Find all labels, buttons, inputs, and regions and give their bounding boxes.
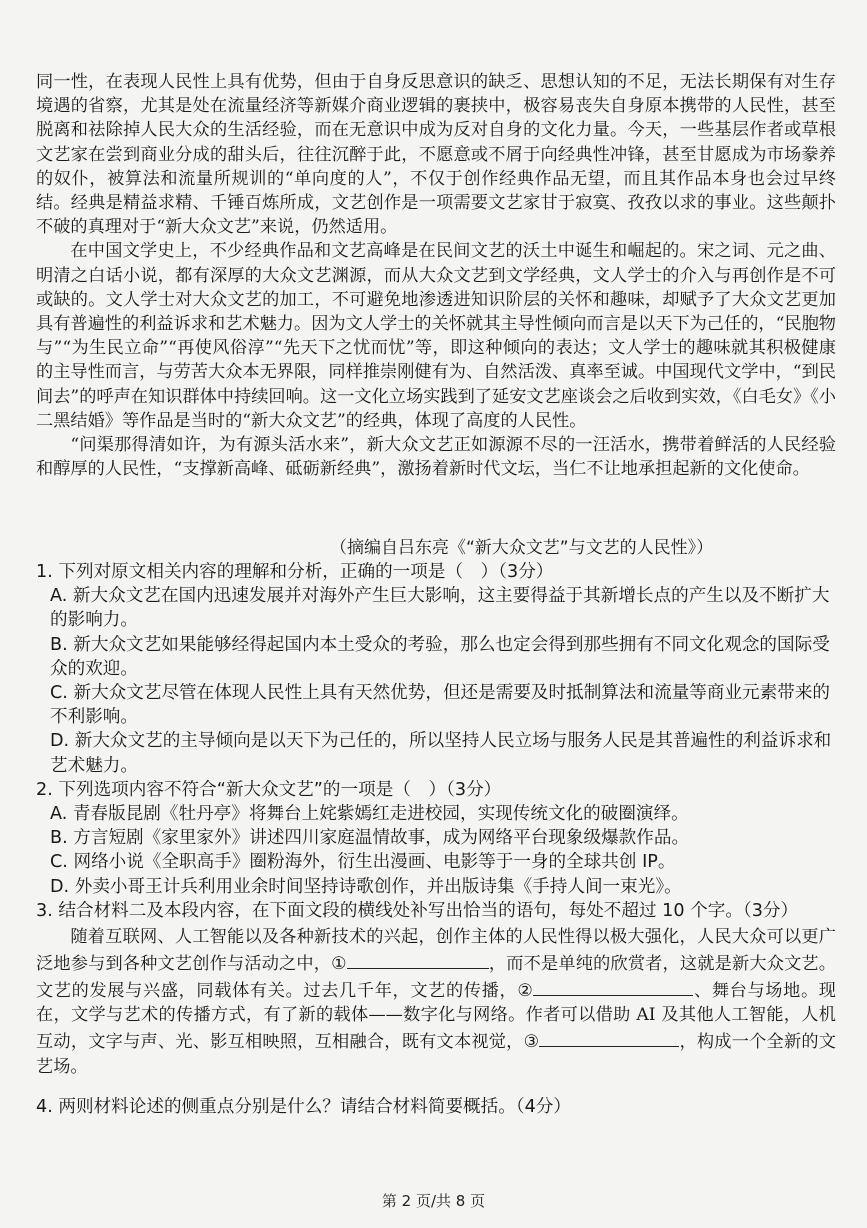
q3-text-part-a: 随着互联网、人工智能以及各种新技术的兴起，创作主体的人民性得以极大强化，人民大众可以更广泛地参与到各种文艺创作与活动之中， — [36, 927, 836, 974]
question-2-stem: 2. 下列选项内容不符合“新大众文艺”的一项是（ ）（3分） — [36, 779, 502, 800]
passage-paragraph-1: 同一性，在表现人民性上具有优势，但由于自身反思意识的缺乏、思想认知的不足，无法长期保有对生存境遇的省察，尤其是处在流量经济等新媒介商业逻辑的裹挟中，极容易丧失自身原本携带的人民性，甚至脱离和祛除掉人民大众的生活经验，而在无意识中成为反对自身的文化力量。今天，一些基层作者或草根文艺家在尝到商业分成的甜头后，往往沉醉于此，不愿意或不屑于向经典性冲锋，甚至甘愿成为市场豢养的奴仆，被算法和流量所规训的“单向度的人”，不仅于创作经典作品无望，而且其作品本身也会过早终结。经典是精益求精、千锤百炼所成，文艺创作是一项需要文艺家甘于寂寞、孜孜以求的事业。这些颠扑不破的真理对于“新大众文艺”来说，仍然适用。 — [36, 72, 836, 238]
blank-2-marker: ② — [517, 980, 534, 1001]
question-4-stem: 4. 两则材料论述的侧重点分别是什么？请结合材料简要概括。（4分） — [36, 1097, 571, 1117]
question-2-option-c: C. 网络小说《全职高手》圈粉海外，衍生出漫画、电影等于一身的全球共创 IP。 — [50, 852, 676, 873]
question-3-fill-passage — [36, 925, 836, 1080]
question-block — [36, 560, 836, 1080]
answer-blank-1[interactable] — [347, 950, 489, 969]
q3-text-part-d: ，构成一个全新的文艺场。 — [36, 1032, 836, 1078]
question-1-option-a: A. 新大众文艺在国内迅速发展并对海外产生巨大影响，这主要得益于其新增长点的产生以及不断扩大的影响力。 — [50, 586, 830, 631]
page-number: 第 2 页/共 8 页 — [381, 1192, 486, 1210]
question-1-option-b: B. 新大众文艺如果能够经得起国内本土受众的考验，那么也定会得到那些拥有不同文化观念的国际受众的欢迎。 — [50, 634, 830, 679]
reading-passage — [36, 70, 836, 481]
blank-1-marker: ① — [331, 953, 347, 974]
answer-blank-3[interactable] — [539, 1028, 679, 1047]
question-1-stem: 1. 下列对原文相关内容的理解和分析，正确的一项是（ ）（3分） — [36, 562, 554, 582]
question-1-option-c: C. 新大众文艺尽管在体现人民性上具有天然优势，但还是需要及时抵制算法和流量等商业元素带来的不利影响。 — [50, 683, 831, 728]
question-3-stem: 3. 结合材料二及本段内容，在下面文段的横线处补写出恰当的语句，每处不超过 10 个字。（3分） — [36, 900, 799, 921]
q3-text-part-b: ，而不是单纯的欣赏者，这就是新大众文艺。文艺的发展与兴盛，同载体有关。过去几千年，文艺的传播， — [36, 953, 836, 1001]
q3-text-part-c: 、舞台与场地。现在，文学与艺术的传播方式，有了新的载体——数字化与网络。作者可以借助 AI 及其他人工智能，人机互动，文字与声、光、影互相映照，互相融合，既有文本视觉， — [36, 980, 836, 1053]
passage-paragraph-2: 在中国文学史上，不少经典作品和文艺高峰是在民间文艺的沃土中诞生和崛起的。宋之词、元之曲、明清之白话小说，都有深厚的大众文艺渊源，而从大众文艺到文学经典，文人学士的介入与再创作是不可或缺的。文人学士对大众文艺的加工，不可避免地渗透进知识阶层的关怀和趣味，却赋予了大众文艺更加具有普遍性的利益诉求和艺术魅力。因为文人学士的关怀就其主导性倾向而言是以天下为己任的，“民胞物与”“为生民立命”“再使风俗淳”“先天下之忧而忧”等，即这种倾向的表达；文人学士的趣味就其积极健康的主导性而言，与劳苦大众本无界限，同样推崇刚健有为、自然活泼、真率至诚。中国现代文学中，“到民间去”的呼声在知识群体中持续回响。这一文化立场实践到了延安文艺座谈会之后收到实效，《白毛女》《小二黑结婚》等作品是当时的“新大众文艺”的经典，体现了高度的人民性。 — [36, 241, 836, 431]
blank-3-marker: ③ — [523, 1032, 540, 1053]
question-2-option-d: D. 外卖小哥王计兵利用业余时间坚持诗歌创作，并出版诗集《手持人间一束光》。 — [50, 876, 682, 897]
question-1-option-d: D. 新大众文艺的主导倾向是以天下为己任的，所以坚持人民立场与服务人民是其普遍性的利益诉求和艺术魅力。 — [50, 731, 832, 776]
passage-paragraph-3: “问渠那得清如许，为有源头活水来”，新大众文艺正如源源不尽的一汪活水，携带着鲜活的人民经验和醇厚的人民性，“支撑新高峰、砥砺新经典”，激扬着新时代文坛，当仁不让地承担起新的文化使命。 — [36, 435, 836, 480]
passage-source: （摘编自吕东亮《“新大众文艺”与文艺的人民性》） — [330, 538, 714, 558]
answer-blank-2[interactable] — [533, 977, 693, 996]
question-2-option-a: A. 青春版昆剧《牡丹亭》将舞台上姹紫嫣红走进校园，实现传统文化的破圈演绎。 — [50, 804, 689, 825]
question-2-option-b: B. 方言短剧《家里家外》讲述四川家庭温情故事，成为网络平台现象级爆款作品。 — [50, 828, 690, 849]
